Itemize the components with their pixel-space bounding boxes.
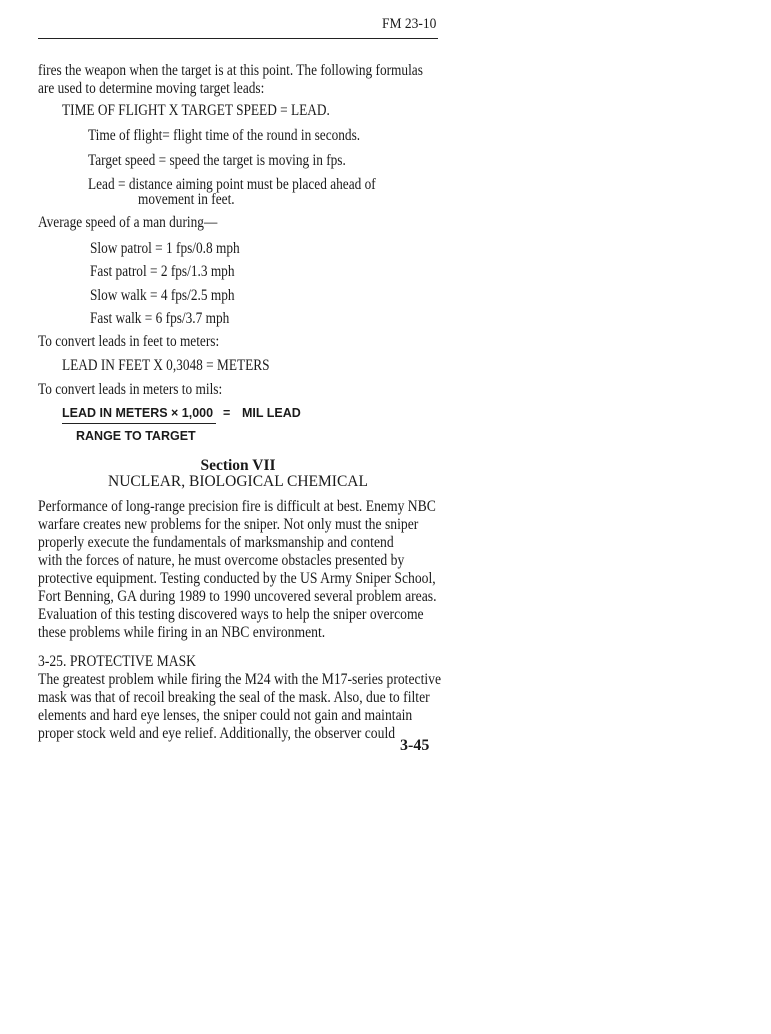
speed-slow-walk: Slow walk = 4 fps/2.5 mph: [90, 287, 235, 304]
definition-lead-line-2: movement in feet.: [138, 191, 235, 208]
paragraph-line: properly execute the fundamentals of marksmanship and contend: [38, 534, 394, 551]
definition-lead-line-1: Lead = distance aiming point must be placed ahead of: [88, 176, 376, 193]
paragraph-line: protective equipment. Testing conducted by the US Army Sniper School,: [38, 570, 436, 587]
paragraph-line: warfare creates new problems for the sniper. Not only must the sniper: [38, 516, 419, 533]
formula-mils-numerator: LEAD IN METERS × 1,000: [62, 406, 214, 420]
intro-line-2: are used to determine moving target leads:: [38, 80, 265, 97]
fraction-bar: [62, 423, 216, 424]
page-number: 3-45: [400, 737, 430, 754]
formula-lead: TIME OF FLIGHT X TARGET SPEED = LEAD.: [62, 102, 330, 119]
convert-meters-intro: To convert leads in feet to meters:: [38, 333, 220, 350]
formula-meters: LEAD IN FEET X 0,3048 = METERS: [62, 357, 270, 374]
speed-slow-patrol: Slow patrol = 1 fps/0.8 mph: [90, 240, 240, 257]
convert-mils-intro: To convert leads in meters to mils:: [38, 381, 223, 398]
formula-mils-equals: =: [223, 406, 231, 420]
definition-target-speed: Target speed = speed the target is moving in fps.: [88, 152, 346, 169]
subsection-heading: 3-25. PROTECTIVE MASK: [38, 653, 197, 670]
subsection-line: mask was that of recoil breaking the seal of the mask. Also, due to filter: [38, 689, 430, 706]
formula-mils-denominator: RANGE TO TARGET: [76, 429, 196, 443]
paragraph-line: Fort Benning, GA during 1989 to 1990 uncovered several problem areas.: [38, 588, 437, 605]
definition-time-of-flight: Time of flight= flight time of the round in seconds.: [88, 127, 361, 144]
paragraph-line: these problems while firing in an NBC environment.: [38, 624, 326, 641]
page-header: [38, 14, 438, 39]
paragraph-line: with the forces of nature, he must overcome obstacles presented by: [38, 552, 405, 569]
paragraph-line: Performance of long-range precision fire is difficult at best. Enemy NBC: [38, 498, 436, 515]
intro-line-1: fires the weapon when the target is at this point. The following formulas: [38, 62, 423, 79]
speed-fast-walk: Fast walk = 6 fps/3.7 mph: [90, 310, 230, 327]
subsection-line: elements and hard eye lenses, the sniper could not gain and maintain: [38, 707, 413, 724]
subsection-line: proper stock weld and eye relief. Additionally, the observer could: [38, 725, 396, 742]
speed-fast-patrol: Fast patrol = 2 fps/1.3 mph: [90, 263, 235, 280]
document-id: FM 23-10: [381, 16, 436, 32]
paragraph-line: Evaluation of this testing discovered ways to help the sniper overcome: [38, 606, 424, 623]
formula-mils-result: MIL LEAD: [242, 406, 301, 420]
section-title: NUCLEAR, BIOLOGICAL CHEMICAL: [108, 473, 368, 490]
section-number: Section VII: [200, 457, 276, 474]
average-speed-intro: Average speed of a man during—: [38, 214, 218, 231]
subsection-line: The greatest problem while firing the M24 with the M17-series protective: [38, 671, 442, 688]
